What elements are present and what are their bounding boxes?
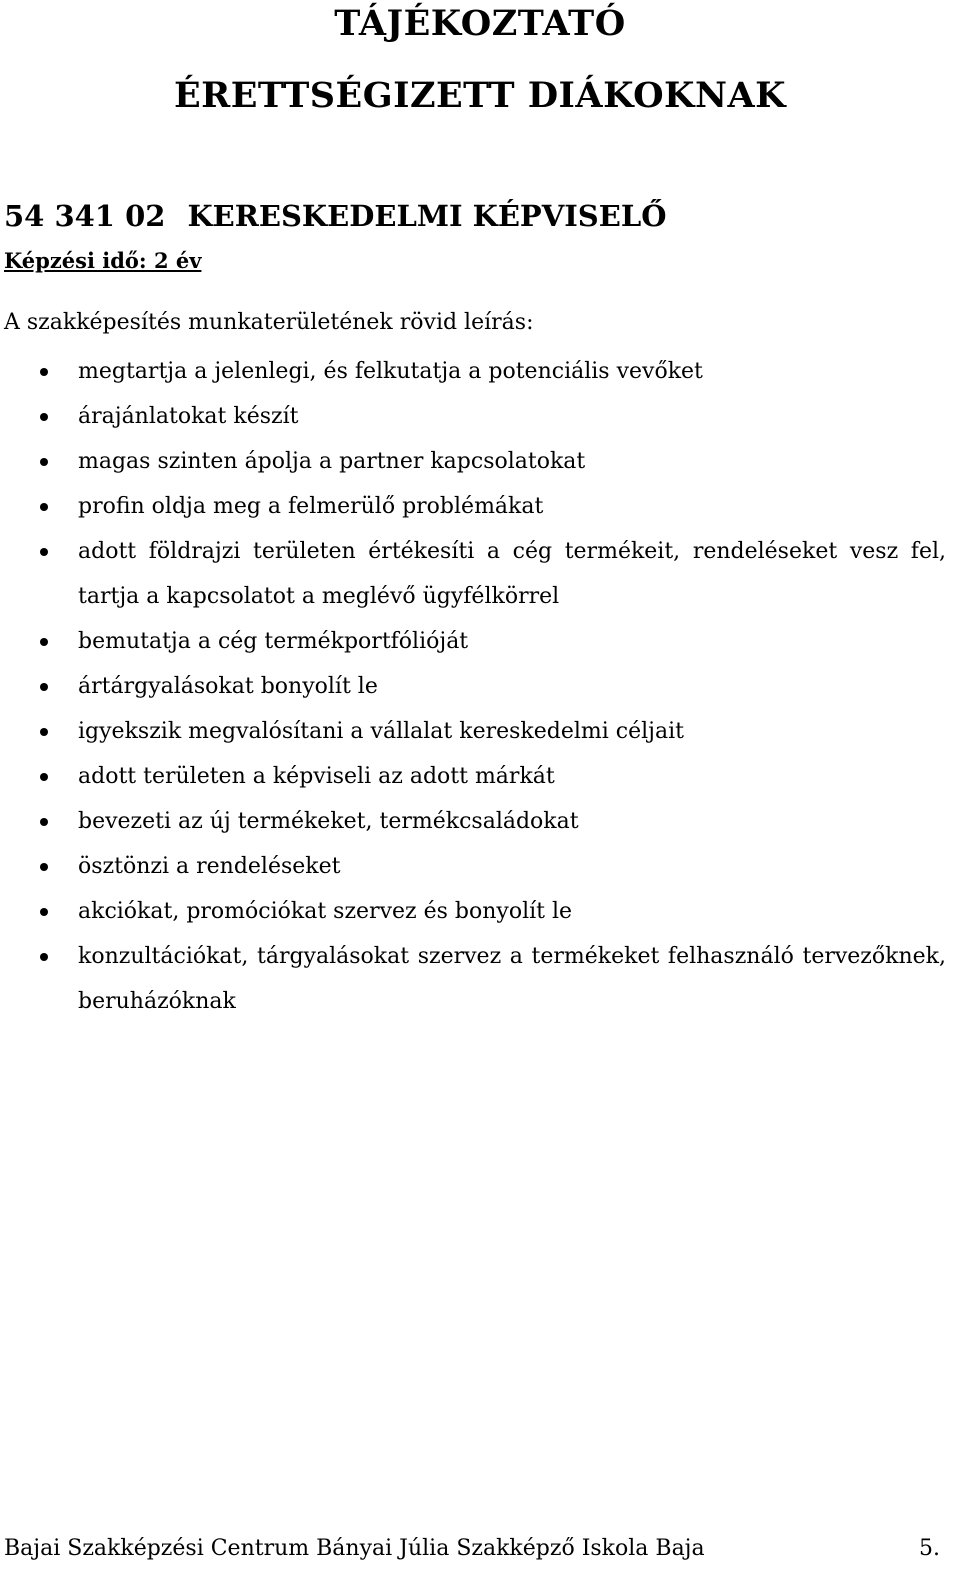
bullet-icon — [40, 413, 48, 421]
document-subtitle: ÉRETTSÉGIZETT DIÁKOKNAK — [173, 75, 787, 116]
list-item — [0, 709, 960, 754]
duty-text: ártárgyalásokat bonyolít le — [78, 674, 378, 699]
duty-text: bemutatja a cég termékportfólióját — [78, 629, 469, 654]
duty-text: adott területen a képviseli az adott márkát — [78, 764, 555, 789]
list-item — [0, 484, 960, 529]
list-item — [0, 889, 960, 934]
bullet-icon — [40, 638, 48, 646]
document-title: TÁJÉKOZTATÓ — [334, 3, 626, 44]
bullet-icon — [40, 863, 48, 871]
list-item — [0, 799, 960, 844]
list-item — [0, 934, 960, 1024]
duty-text: ösztönzi a rendeléseket — [78, 854, 341, 879]
duty-list — [0, 349, 960, 1024]
list-item — [0, 529, 960, 619]
list-item — [0, 754, 960, 799]
bullet-icon — [40, 818, 48, 826]
list-item — [0, 349, 960, 394]
bullet-icon — [40, 683, 48, 691]
list-item — [0, 619, 960, 664]
list-item — [0, 439, 960, 484]
list-item — [0, 844, 960, 889]
bullet-icon — [40, 548, 48, 556]
bullet-icon — [40, 368, 48, 376]
qualification-code: 54 341 02 — [4, 199, 166, 233]
duty-text: adott földrajzi területen értékesíti a cég termékeit, rendeléseket vesz fel, tartja a kapcsolatot a meglévő ügyfélkörrel — [78, 539, 946, 609]
footer-school-name: Bajai Szakképzési Centrum Bányai Júlia Szakképző Iskola Baja — [4, 1536, 705, 1561]
training-duration: Képzési idő: 2 év — [4, 248, 202, 273]
duty-text: igyekszik megvalósítani a vállalat kereskedelmi céljait — [78, 719, 684, 744]
bullet-icon — [40, 773, 48, 781]
duty-text: profin oldja meg a felmerülő problémákat — [78, 494, 544, 519]
intro-text: A szakképesítés munkaterületének rövid leírás: — [4, 310, 534, 335]
page-number: 5. — [919, 1536, 940, 1561]
page-footer — [4, 1536, 940, 1561]
bullet-icon — [40, 908, 48, 916]
duty-text: konzultációkat, tárgyalásokat szervez a termékeket felhasználó tervezőknek, beruházóknak — [78, 944, 946, 1014]
bullet-icon — [40, 953, 48, 961]
bullet-icon — [40, 728, 48, 736]
list-item — [0, 394, 960, 439]
list-item — [0, 664, 960, 709]
bullet-icon — [40, 503, 48, 511]
bullet-icon — [40, 458, 48, 466]
qualification-name: KERESKEDELMI KÉPVISELŐ — [187, 199, 667, 233]
duty-text: bevezeti az új termékeket, termékcsaládokat — [78, 809, 579, 834]
duty-text: megtartja a jelenlegi, és felkutatja a potenciális vevőket — [78, 359, 703, 384]
qualification-heading — [4, 199, 667, 233]
duty-text: akciókat, promóciókat szervez és bonyolít le — [78, 899, 573, 924]
duty-text: árajánlatokat készít — [78, 404, 299, 429]
duty-text: magas szinten ápolja a partner kapcsolatokat — [78, 449, 586, 474]
